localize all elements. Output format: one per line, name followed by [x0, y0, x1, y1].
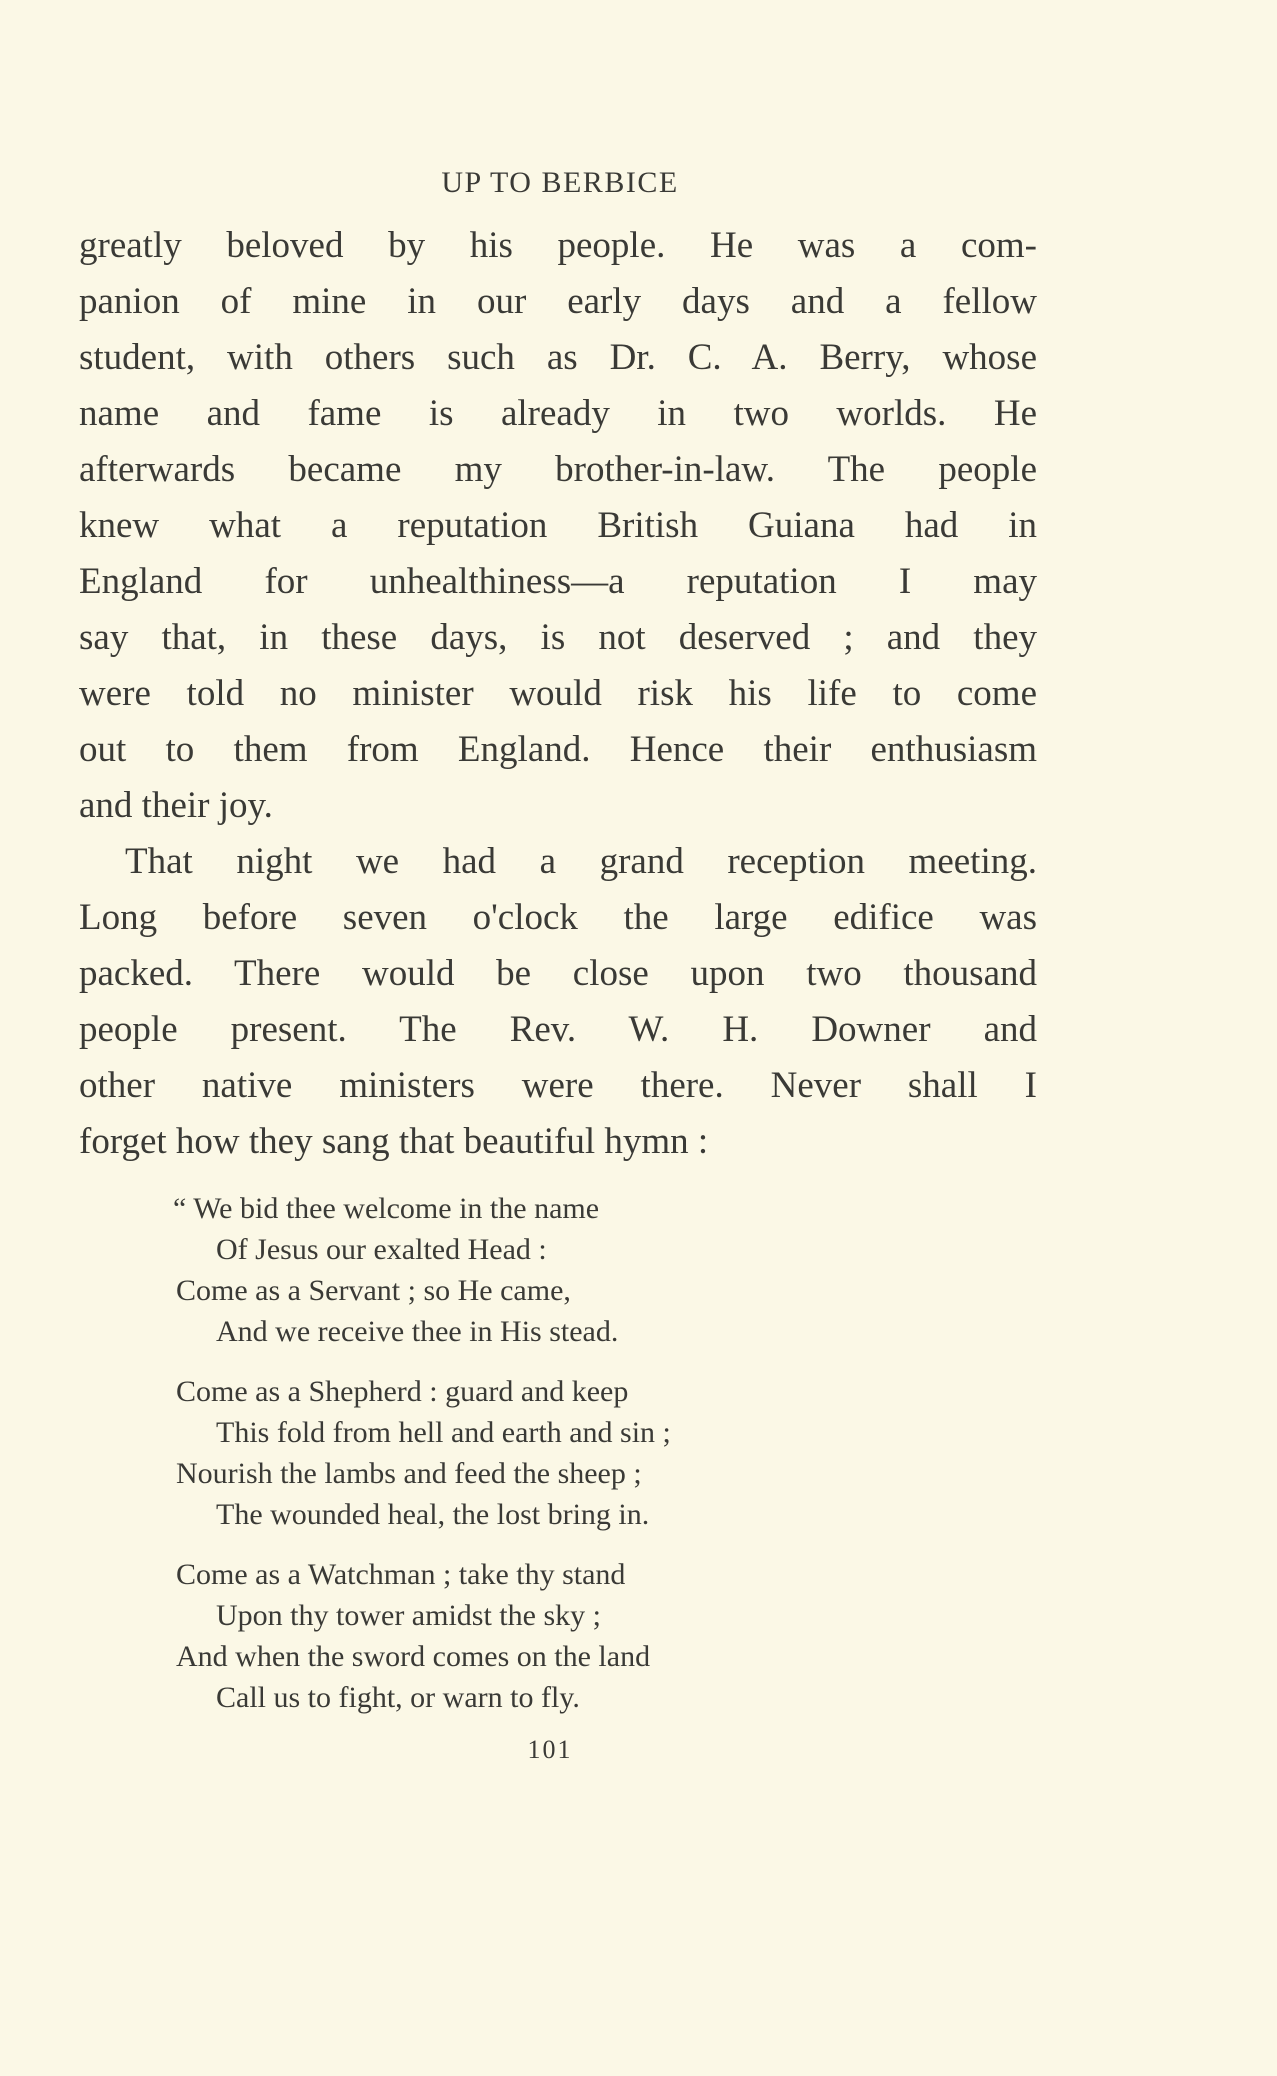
text-line: name and fame is already in two worlds. He [79, 393, 1037, 434]
text-line: forget how they sang that beautiful hymn : [79, 1121, 709, 1162]
text-line: student, with others such as Dr. C. A. Berry, whose [79, 337, 1037, 378]
hymn-line: The wounded heal, the lost bring in. [216, 1498, 650, 1531]
text-line: say that, in these days, is not deserved ; and they [79, 617, 1037, 658]
text-line: greatly beloved by his people. He was a com- [79, 225, 1037, 266]
paragraph-1 [79, 218, 1037, 834]
hymn-line: “ We bid thee welcome in the name [173, 1192, 600, 1225]
hymn-line: Nourish the lambs and feed the sheep ; [176, 1457, 642, 1490]
text-line: panion of mine in our early days and a fellow [79, 281, 1037, 322]
text-line: That night we had a grand reception meeting. [125, 841, 1037, 882]
hymn-stanza [176, 1371, 671, 1535]
hymn-line: Upon thy tower amidst the sky ; [216, 1599, 601, 1632]
hymn-line: Come as a Servant ; so He came, [176, 1274, 571, 1307]
hymn-line: This fold from hell and earth and sin ; [216, 1416, 671, 1449]
text-line: afterwards became my brother-in-law. The people [79, 449, 1037, 490]
body-text [79, 218, 1037, 1170]
text-line: out to them from England. Hence their enthusiasm [79, 729, 1037, 770]
text-line: were told no minister would risk his life to come [79, 673, 1037, 714]
text-line: people present. The Rev. W. H. Downer and [79, 1009, 1037, 1050]
hymn-line: And we receive thee in His stead. [216, 1315, 619, 1348]
text-line: knew what a reputation British Guiana had in [79, 505, 1037, 546]
text-line: and their joy. [79, 785, 273, 826]
hymn-stanza [176, 1554, 671, 1718]
hymn-stanza [173, 1188, 671, 1352]
hymn-line: Come as a Shepherd : guard and keep [176, 1375, 629, 1408]
hymn-line: Come as a Watchman ; take thy stand [176, 1558, 626, 1591]
text-line: Long before seven o'clock the large edifice was [79, 897, 1037, 938]
page-number: 101 [527, 1735, 573, 1764]
paragraph-2 [79, 834, 1037, 1170]
text-line: England for unhealthiness—a reputation I may [79, 561, 1037, 602]
hymn-verse [173, 1188, 671, 1737]
hymn-line: And when the sword comes on the land [176, 1640, 651, 1673]
text-line: other native ministers were there. Never shall I [79, 1065, 1037, 1106]
running-head: UP TO BERBICE [441, 166, 679, 199]
text-line: packed. There would be close upon two thousand [79, 953, 1037, 994]
hymn-line: Of Jesus our exalted Head : [216, 1233, 547, 1266]
hymn-line: Call us to fight, or warn to fly. [216, 1681, 580, 1714]
